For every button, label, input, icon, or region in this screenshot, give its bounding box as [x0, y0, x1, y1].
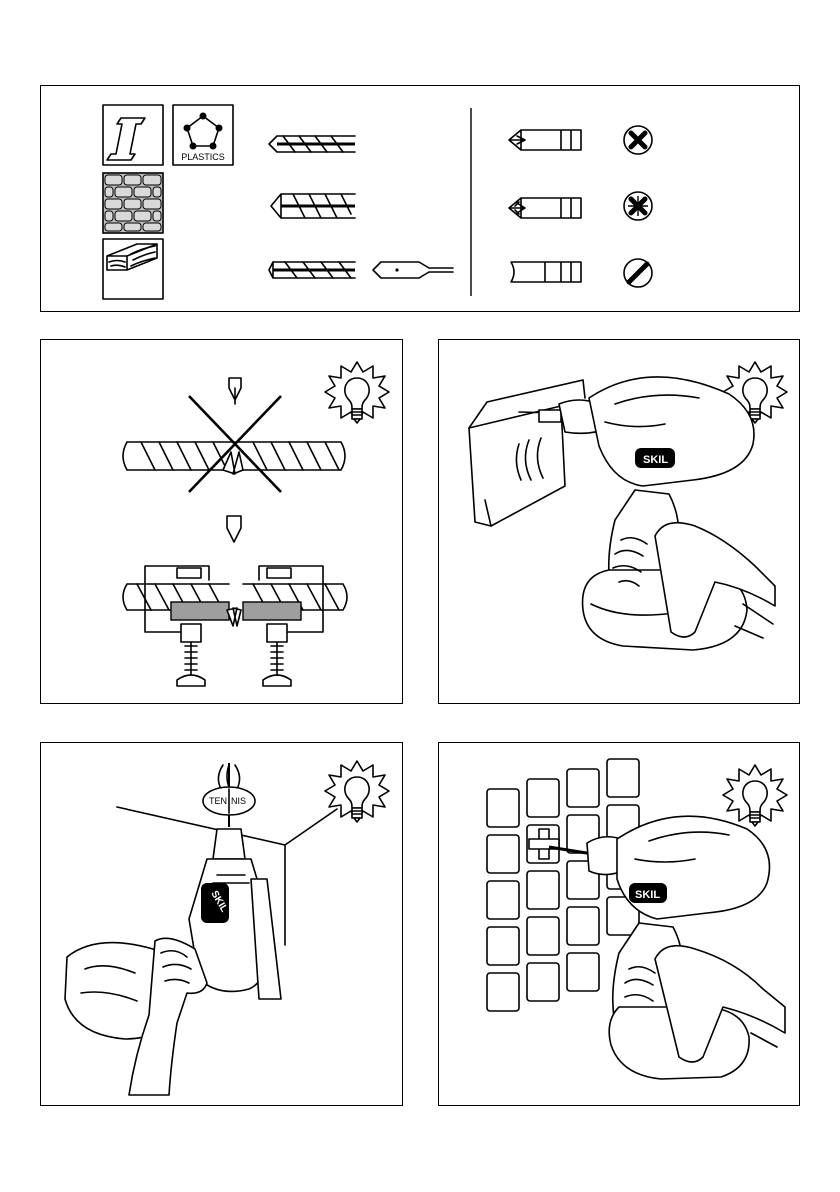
- wood-drill-bit-icon: [269, 262, 355, 278]
- phillips-bit-icon: [509, 130, 581, 150]
- spade-bit-icon: [373, 262, 453, 278]
- tile-drilling-tip-panel: [438, 742, 800, 1106]
- brand-label-tiles: SKIL: [635, 889, 661, 901]
- pozidriv-screw-head-icon: [624, 192, 652, 220]
- bit-selection-chart: [40, 85, 800, 312]
- ceiling-drilling-tip-panel: [40, 742, 403, 1106]
- phillips-screw-head-icon: [624, 126, 652, 154]
- tennis-label-left: TEN: [209, 796, 227, 806]
- masonry-drill-bit-icon: [271, 194, 355, 218]
- slotted-bit-icon: [511, 262, 581, 282]
- masonry-icon: [103, 173, 163, 233]
- slotted-screw-head-icon: [624, 259, 652, 287]
- metal-icon: [103, 105, 163, 165]
- brand-label-ceiling: SKIL: [208, 889, 230, 915]
- drill-dust-catcher-tip-panel: [438, 339, 800, 704]
- clamped-board-illustration: [123, 516, 347, 686]
- cordless-drill-illustration: [587, 816, 785, 1079]
- wood-icon: [103, 239, 163, 299]
- plastics-icon: [173, 105, 233, 165]
- clamp-workpiece-tip-panel: [40, 339, 403, 704]
- light-bulb-icon: [723, 765, 787, 826]
- metal-drill-bit-icon: [269, 136, 355, 152]
- cordless-drill-illustration: [519, 377, 775, 650]
- pozidriv-bit-icon: [509, 198, 581, 218]
- plastics-label: PLASTICS: [181, 152, 225, 162]
- tennis-ball-dust-cap-illustration: [203, 763, 255, 827]
- unsupported-board-illustration: [123, 378, 345, 492]
- cordless-drill-illustration: [65, 829, 281, 1095]
- brand-label: SKIL: [643, 454, 669, 466]
- light-bulb-icon: [325, 362, 389, 423]
- light-bulb-icon: [325, 761, 389, 822]
- tennis-label-right: NIS: [231, 796, 247, 806]
